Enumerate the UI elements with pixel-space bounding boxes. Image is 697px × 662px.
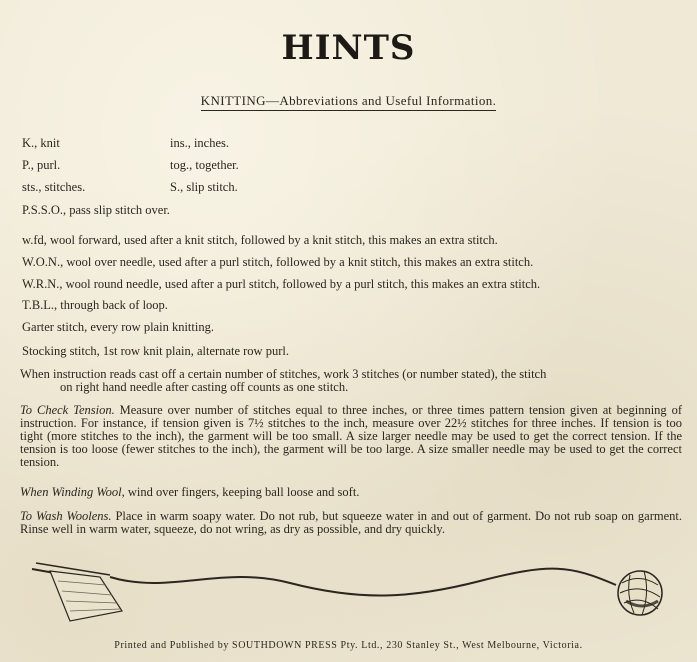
cast-off-paragraph <box>20 368 682 394</box>
tension-heading: To Check Tension. <box>20 403 115 417</box>
tension-body: Measure over number of stitches equal to three inches, or three times pattern tension given at beginning of instruction. For instance, if tension given is 7½ stitches to the inch, measure over 22½ stitches for three inches. If tension is too tight (more stitches to the inch), the garment will be too small. A size larger needle may be used to get the correct tension. If the tension is too loose (fewer stitches to the inch), the garment will be too large. A size smaller needle may be used to get the correct tension. <box>20 403 683 469</box>
abbr-knit: K., knit <box>22 136 60 150</box>
line-wfd: w.fd, wool forward, used after a knit stitch, followed by a knit stitch, this makes an extra stitch. <box>22 233 498 247</box>
abbr-together: tog., together. <box>170 158 239 172</box>
cast-off-line-2: on right hand needle after casting off counts as one stitch. <box>60 380 349 394</box>
abbr-stitches: sts., stitches. <box>22 180 86 194</box>
abbr-inches: ins., inches. <box>170 136 230 150</box>
yarn-ball-icon <box>618 571 662 615</box>
washing-heading: To Wash Woolens. <box>20 509 112 523</box>
knitted-swatch-icon <box>50 571 122 621</box>
yarn-strand-icon <box>110 569 616 596</box>
winding-body: wind over fingers, keeping ball loose and soft. <box>127 485 360 499</box>
line-won: W.O.N., wool over needle, used after a purl stitch, followed by a knit stitch, this makes an extra stitch. <box>22 255 534 269</box>
line-wrn: W.R.N., wool round needle, used after a purl stitch, followed by a purl stitch, this makes an extra stitch. <box>22 277 541 291</box>
washing-paragraph <box>20 510 682 536</box>
knitting-needles-and-yarn-ball-illustration <box>30 555 670 625</box>
tension-paragraph <box>20 404 682 469</box>
winding-heading: When Winding Wool, <box>20 485 125 499</box>
abbr-slip-stitch: S., slip stitch. <box>170 180 238 194</box>
line-garter: Garter stitch, every row plain knitting. <box>22 320 214 334</box>
line-stocking: Stocking stitch, 1st row knit plain, alternate row purl. <box>22 344 289 358</box>
cast-off-line-1: When instruction reads cast off a certain number of stitches, work 3 stitches (or number stated), the stitch <box>20 367 547 381</box>
washing-body: Place in warm soapy water. Do not rub, but squeeze water in and out of garment. Do not rub soap on garment. Rinse well in warm water, squeeze, do not wring, as dry as possible, and dry quickly. <box>20 509 683 536</box>
line-psso: P.S.S.O., pass slip stitch over. <box>22 203 170 217</box>
line-tbl: T.B.L., through back of loop. <box>22 298 168 312</box>
abbr-purl: P., purl. <box>22 158 61 172</box>
subtitle-text: KNITTING—Abbreviations and Useful Information. <box>201 93 497 111</box>
page-title: HINTS <box>281 28 416 68</box>
publisher-footer: Printed and Published by SOUTHDOWN PRESS Pty. Ltd., 230 Stanley St., West Melbourne, Victoria. <box>114 640 583 651</box>
winding-paragraph <box>20 486 682 499</box>
subtitle <box>0 93 697 109</box>
